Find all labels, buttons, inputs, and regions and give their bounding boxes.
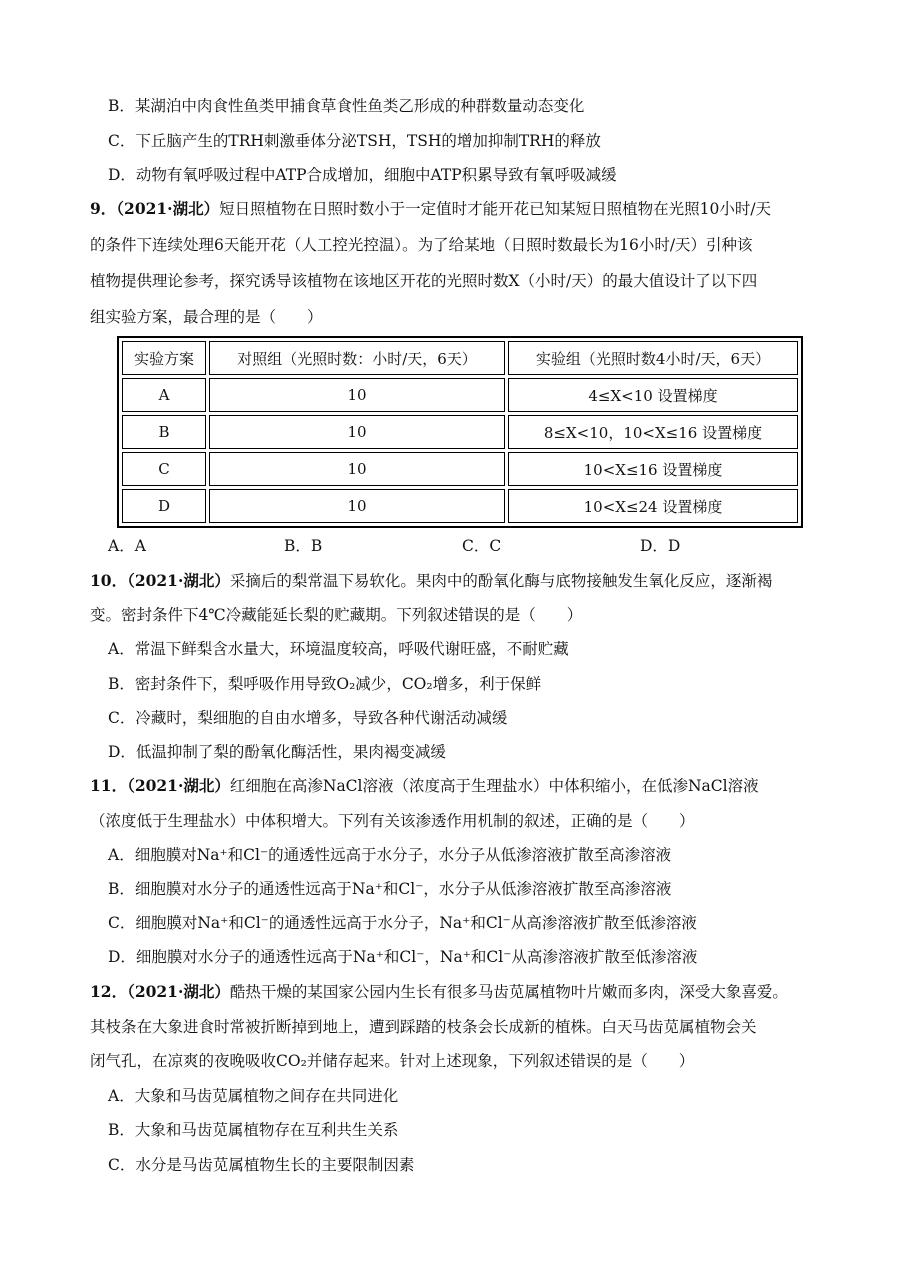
option-c: C．冷藏时，梨细胞的自由水增多，导致各种代谢活动减缓 [108,709,508,727]
question-12-line-3: 闭气孔，在凉爽的夜晚吸收CO₂并储存起来。针对上述现象，下列叙述错误的是（ ） [90,1052,695,1070]
question-source: （2021·湖北） [127,776,230,795]
table-cell: A [122,378,206,412]
table-row [122,378,798,412]
table-header: 实验方案 [122,341,206,375]
question-11-line-1 [90,775,759,797]
question-10-line-2: 变。密封条件下4℃冷藏能延长梨的贮藏期。下列叙述错误的是（ ） [90,606,583,624]
choice-b: B．B [284,537,323,555]
question-12-line-2: 其枝条在大象进食时常被折断掉到地上，遭到踩踏的枝条会长成新的植株。白天马齿苋属植物会关 [90,1018,757,1036]
option-c: C．下丘脑产生的TRH刺激垂体分泌TSH，TSH的增加抑制TRH的释放 [108,132,601,150]
option-b: B．某湖泊中肉食性鱼类甲捕食草食性鱼类乙形成的种群数量动态变化 [108,97,585,115]
experiment-table [117,336,803,528]
option-a: A．常温下鲜梨含水量大，环境温度较高，呼吸代谢旺盛，不耐贮藏 [108,640,569,658]
table-row [122,415,798,449]
question-number: 11． [90,776,128,795]
table-cell: 10<X≤24 设置梯度 [508,489,798,523]
table-header: 实验组（光照时数4小时/天，6天） [508,341,798,375]
question-10-line-1 [90,570,772,592]
table-cell: 10 [209,489,505,523]
table-cell: 10 [209,452,505,486]
choice-d: D．D [640,537,681,555]
table-header-row [122,341,798,375]
question-stem: 采摘后的梨常温下易软化。果肉中的酚氧化酶与底物接触发生氧化反应，逐渐褐 [229,572,773,590]
question-stem: 短日照植物在日照时数小于一定值时才能开花已知某短日照植物在光照10小时/天 [219,200,772,218]
option-d: D．细胞膜对水分子的通透性远高于Na⁺和Cl⁻，Na⁺和Cl⁻从高渗溶液扩散至低渗溶液 [108,948,698,966]
table-row [122,489,798,523]
question-stem: 酷热干燥的某国家公园内生长有很多马齿苋属植物叶片嫩而多肉，深受大象喜爱。 [229,983,788,1001]
table-cell: B [122,415,206,449]
question-source: （2021·湖北） [127,571,230,590]
question-9-line-3: 植物提供理论参考，探究诱导该植物在该地区开花的光照时数X（小时/天）的最大值设计了以下四 [90,272,758,290]
table-cell: 4≤X<10 设置梯度 [508,378,798,412]
table-row [122,452,798,486]
question-number: 12． [90,982,128,1001]
table-cell: 10 [209,378,505,412]
option-b: B．细胞膜对水分子的通透性远高于Na⁺和Cl⁻，水分子从低渗溶液扩散至高渗溶液 [108,880,672,898]
question-stem: 红细胞在高渗NaCl溶液（浓度高于生理盐水）中体积缩小，在低渗NaCl溶液 [229,777,759,795]
option-a: A．大象和马齿苋属植物之间存在共同进化 [108,1087,399,1105]
option-c: C．细胞膜对Na⁺和Cl⁻的通透性远高于水分子，Na⁺和Cl⁻从高渗溶液扩散至低渗溶液 [108,914,697,932]
question-9-line-4: 组实验方案，最合理的是（ ） [90,308,323,326]
question-number: 10． [90,571,128,590]
table-cell: 10 [209,415,505,449]
question-12-line-1 [90,981,788,1003]
question-number: 9． [90,199,117,218]
question-11-line-2: （浓度低于生理盐水）中体积增大。下列有关该渗透作用机制的叙述，正确的是（ ） [90,812,695,830]
option-d: D．低温抑制了梨的酚氧化酶活性，果肉褐变减缓 [108,743,446,761]
table-header: 对照组（光照时数：小时/天，6天） [209,341,505,375]
choice-c: C．C [462,537,502,555]
table-cell: C [122,452,206,486]
option-a: A．细胞膜对Na⁺和Cl⁻的通透性远高于水分子，水分子从低渗溶液扩散至高渗溶液 [108,846,672,864]
question-source: （2021·湖北） [127,982,230,1001]
question-9-line-2: 的条件下连续处理6天能开花（人工控光控温）。为了给某地（日照时数最长为16小时/天）引种该 [90,236,753,254]
option-b: B．大象和马齿苋属植物存在互利共生关系 [108,1121,399,1139]
table-cell: 8≤X<10，10<X≤16 设置梯度 [508,415,798,449]
option-c: C．水分是马齿苋属植物生长的主要限制因素 [108,1156,415,1174]
option-b: B．密封条件下，梨呼吸作用导致O₂减少，CO₂增多，利于保鲜 [108,675,542,693]
question-9-line-1 [90,198,771,220]
question-source: （2021·湖北） [116,199,220,218]
choice-a: A．A [108,537,146,555]
table-cell: 10<X≤16 设置梯度 [508,452,798,486]
table-cell: D [122,489,206,523]
option-d: D．动物有氧呼吸过程中ATP合成增加，细胞中ATP积累导致有氧呼吸减缓 [108,166,617,184]
